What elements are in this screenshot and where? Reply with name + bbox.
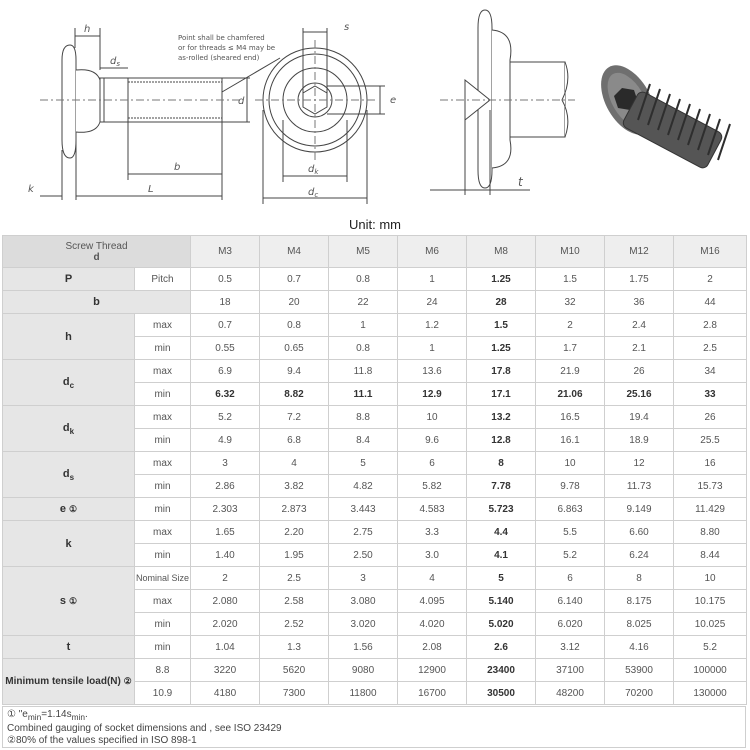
- value-cell: 5.2: [674, 636, 747, 659]
- value-cell: 53900: [605, 659, 674, 682]
- value-cell: 5.2: [536, 544, 605, 567]
- param-name: k: [65, 537, 72, 550]
- header-screw-thread: [3, 236, 191, 268]
- value-cell: 18: [191, 291, 260, 314]
- value-cell: 23400: [467, 659, 536, 682]
- value-cell: 5.020: [467, 613, 536, 636]
- value-cell: 7.78: [467, 475, 536, 498]
- value-cell: 19.4: [605, 406, 674, 429]
- footnote-mark: ①: [69, 504, 78, 514]
- sub-label: max: [135, 406, 191, 429]
- value-cell: 2.303: [191, 498, 260, 521]
- size-header: M8: [467, 236, 536, 268]
- value-cell: 5.723: [467, 498, 536, 521]
- value-cell: 1: [398, 337, 467, 360]
- size-header: M5: [329, 236, 398, 268]
- value-cell: 16.5: [536, 406, 605, 429]
- label-h: h: [84, 24, 91, 35]
- label-L: L: [148, 184, 154, 195]
- value-cell: 4.095: [398, 590, 467, 613]
- value-cell: 4: [398, 567, 467, 590]
- value-cell: 3.0: [398, 544, 467, 567]
- value-cell: 6: [398, 452, 467, 475]
- value-cell: 2.5: [674, 337, 747, 360]
- size-header: M12: [605, 236, 674, 268]
- value-cell: 70200: [605, 682, 674, 705]
- value-cell: 7300: [260, 682, 329, 705]
- value-cell: 2.58: [260, 590, 329, 613]
- label-t: t: [518, 175, 523, 189]
- value-cell: 10: [674, 567, 747, 590]
- sub-label: min: [135, 337, 191, 360]
- value-cell: 1.04: [191, 636, 260, 659]
- param-subscript: s: [69, 472, 75, 482]
- footnote-3: ②80% of the values specified in ISO 898-1: [7, 735, 197, 746]
- value-cell: 4180: [191, 682, 260, 705]
- value-cell: 10.025: [674, 613, 747, 636]
- value-cell: 1: [398, 268, 467, 291]
- value-cell: 8.4: [329, 429, 398, 452]
- value-cell: 2.6: [467, 636, 536, 659]
- param-name: d: [62, 375, 70, 388]
- value-cell: 8: [467, 452, 536, 475]
- side-view-head: [76, 70, 100, 133]
- label-dk: $d_k$: [308, 164, 319, 176]
- label-s: s: [344, 22, 350, 33]
- table-row: [3, 567, 747, 590]
- value-cell: 8.44: [674, 544, 747, 567]
- value-cell: 2.52: [260, 613, 329, 636]
- value-cell: 6.8: [260, 429, 329, 452]
- value-cell: 25.16: [605, 383, 674, 406]
- param-subscript: k: [69, 426, 75, 436]
- value-cell: 5: [329, 452, 398, 475]
- param-name: h: [65, 330, 72, 343]
- table-row: [3, 291, 747, 314]
- screw-photo: [590, 56, 730, 170]
- value-cell: 5.82: [398, 475, 467, 498]
- label-k: k: [28, 184, 34, 195]
- value-cell: 6.020: [536, 613, 605, 636]
- value-cell: 0.7: [260, 268, 329, 291]
- header-title: Screw Thread: [65, 240, 128, 252]
- value-cell: 10.175: [674, 590, 747, 613]
- value-cell: 6: [536, 567, 605, 590]
- value-cell: 2: [191, 567, 260, 590]
- value-cell: 0.8: [329, 337, 398, 360]
- value-cell: 8.80: [674, 521, 747, 544]
- footnote-1: ① "$e_{min}=1.14s_{min}$.: [7, 709, 88, 722]
- footnotes: [2, 706, 746, 748]
- note-line-1: Point shall be chamfered: [178, 34, 265, 42]
- param-cell: [3, 521, 135, 567]
- value-cell: 1.95: [260, 544, 329, 567]
- value-cell: 16: [674, 452, 747, 475]
- label-b: b: [174, 162, 181, 173]
- table-row: [3, 659, 747, 682]
- sub-label: 8.8: [135, 659, 191, 682]
- label-dc: $d_c$: [308, 187, 319, 199]
- value-cell: 11800: [329, 682, 398, 705]
- value-cell: 10: [536, 452, 605, 475]
- value-cell: 130000: [674, 682, 747, 705]
- value-cell: 28: [467, 291, 536, 314]
- value-cell: 1.65: [191, 521, 260, 544]
- value-cell: 18.9: [605, 429, 674, 452]
- value-cell: 6.140: [536, 590, 605, 613]
- param-name: b: [93, 296, 100, 308]
- value-cell: 9080: [329, 659, 398, 682]
- sub-label: min: [135, 613, 191, 636]
- value-cell: 1.40: [191, 544, 260, 567]
- value-cell: 33: [674, 383, 747, 406]
- value-cell: 1: [329, 314, 398, 337]
- table-row: [3, 314, 747, 337]
- dimension-table: [2, 235, 747, 705]
- param-name: d: [62, 421, 70, 434]
- param-name: d: [62, 467, 70, 480]
- value-cell: 2.8: [674, 314, 747, 337]
- sub-label: min: [135, 544, 191, 567]
- value-cell: 4.4: [467, 521, 536, 544]
- value-cell: 17.1: [467, 383, 536, 406]
- param-name: P: [64, 273, 73, 285]
- value-cell: 15.73: [674, 475, 747, 498]
- value-cell: 32: [536, 291, 605, 314]
- value-cell: 6.32: [191, 383, 260, 406]
- value-cell: 3: [329, 567, 398, 590]
- value-cell: 2.20: [260, 521, 329, 544]
- value-cell: 1.75: [605, 268, 674, 291]
- value-cell: 2.75: [329, 521, 398, 544]
- label-e: e: [390, 95, 397, 106]
- value-cell: 8.8: [329, 406, 398, 429]
- value-cell: 34: [674, 360, 747, 383]
- value-cell: 36: [605, 291, 674, 314]
- param-cell: [3, 406, 135, 452]
- param-cell: [3, 452, 135, 498]
- value-cell: 30500: [467, 682, 536, 705]
- value-cell: 1.2: [398, 314, 467, 337]
- param-cell: [3, 659, 135, 705]
- footnote-2: Combined gauging of socket dimensions and , see ISO 23429: [7, 723, 282, 734]
- value-cell: 2: [536, 314, 605, 337]
- value-cell: 4: [260, 452, 329, 475]
- table-row: [3, 636, 747, 659]
- size-header: M16: [674, 236, 747, 268]
- value-cell: 9.4: [260, 360, 329, 383]
- value-cell: 11.73: [605, 475, 674, 498]
- value-cell: 5.140: [467, 590, 536, 613]
- footnote-mark: ①: [69, 596, 78, 606]
- side-view-flange: [62, 45, 76, 158]
- value-cell: 7.2: [260, 406, 329, 429]
- note-line-2: or for threads ≤ M4 may be: [178, 44, 276, 52]
- sub-label: Nominal Size: [135, 567, 191, 590]
- param-cell: [3, 636, 135, 659]
- value-cell: 6.9: [191, 360, 260, 383]
- sub-label: max: [135, 314, 191, 337]
- value-cell: 4.583: [398, 498, 467, 521]
- value-cell: 0.8: [329, 268, 398, 291]
- value-cell: 13.2: [467, 406, 536, 429]
- value-cell: 20: [260, 291, 329, 314]
- param-cell: [3, 567, 135, 636]
- note-line-3: as-rolled (sheared end): [178, 54, 260, 62]
- sub-label: 10.9: [135, 682, 191, 705]
- value-cell: 2: [674, 268, 747, 291]
- value-cell: 6.863: [536, 498, 605, 521]
- table-row: [3, 268, 747, 291]
- value-cell: 2.080: [191, 590, 260, 613]
- value-cell: 5620: [260, 659, 329, 682]
- sub-label: min: [135, 429, 191, 452]
- value-cell: 3: [191, 452, 260, 475]
- unit-label: Unit: mm: [349, 217, 401, 232]
- value-cell: 3.12: [536, 636, 605, 659]
- value-cell: 9.78: [536, 475, 605, 498]
- param-subscript: c: [69, 380, 75, 390]
- value-cell: 4.82: [329, 475, 398, 498]
- value-cell: 1.3: [260, 636, 329, 659]
- table-row: [3, 406, 747, 429]
- footnote-mark: ②: [123, 676, 132, 686]
- value-cell: 17.8: [467, 360, 536, 383]
- value-cell: 1.56: [329, 636, 398, 659]
- value-cell: 9.6: [398, 429, 467, 452]
- value-cell: 12900: [398, 659, 467, 682]
- table-row: [3, 521, 747, 544]
- value-cell: 13.6: [398, 360, 467, 383]
- value-cell: 2.50: [329, 544, 398, 567]
- sub-label: min: [135, 383, 191, 406]
- value-cell: 5.5: [536, 521, 605, 544]
- value-cell: 26: [605, 360, 674, 383]
- value-cell: 2.08: [398, 636, 467, 659]
- value-cell: 2.4: [605, 314, 674, 337]
- value-cell: 8: [605, 567, 674, 590]
- param-cell: [3, 498, 135, 521]
- value-cell: 8.175: [605, 590, 674, 613]
- value-cell: 25.5: [674, 429, 747, 452]
- sub-label: min: [135, 636, 191, 659]
- value-cell: 1.5: [536, 268, 605, 291]
- value-cell: 0.8: [260, 314, 329, 337]
- value-cell: 4.020: [398, 613, 467, 636]
- value-cell: 26: [674, 406, 747, 429]
- header-row: [3, 236, 747, 268]
- size-header: M4: [260, 236, 329, 268]
- value-cell: 5.2: [191, 406, 260, 429]
- value-cell: 2.1: [605, 337, 674, 360]
- technical-drawing: [0, 0, 750, 215]
- value-cell: 3.3: [398, 521, 467, 544]
- value-cell: 3220: [191, 659, 260, 682]
- value-cell: 48200: [536, 682, 605, 705]
- value-cell: 24: [398, 291, 467, 314]
- param-cell: [3, 314, 135, 360]
- param-cell: [3, 291, 191, 314]
- value-cell: 11.429: [674, 498, 747, 521]
- sub-label: min: [135, 475, 191, 498]
- sub-label: max: [135, 360, 191, 383]
- param-name: t: [66, 641, 71, 653]
- value-cell: 6.24: [605, 544, 674, 567]
- value-cell: 21.06: [536, 383, 605, 406]
- value-cell: 6.60: [605, 521, 674, 544]
- size-header: M10: [536, 236, 605, 268]
- value-cell: 4.9: [191, 429, 260, 452]
- value-cell: 1.25: [467, 268, 536, 291]
- value-cell: 4.16: [605, 636, 674, 659]
- value-cell: 3.443: [329, 498, 398, 521]
- value-cell: 12.9: [398, 383, 467, 406]
- sub-label: max: [135, 590, 191, 613]
- value-cell: 0.65: [260, 337, 329, 360]
- value-cell: 21.9: [536, 360, 605, 383]
- table-row: [3, 360, 747, 383]
- value-cell: 8.025: [605, 613, 674, 636]
- value-cell: 8.82: [260, 383, 329, 406]
- table-row: [3, 498, 747, 521]
- param-name: e: [59, 503, 66, 515]
- size-header: M6: [398, 236, 467, 268]
- value-cell: 10: [398, 406, 467, 429]
- value-cell: 12: [605, 452, 674, 475]
- size-header: M3: [191, 236, 260, 268]
- value-cell: 2.5: [260, 567, 329, 590]
- value-cell: 12.8: [467, 429, 536, 452]
- value-cell: 0.55: [191, 337, 260, 360]
- table-row: [3, 452, 747, 475]
- value-cell: 3.080: [329, 590, 398, 613]
- value-cell: 16700: [398, 682, 467, 705]
- value-cell: 2.020: [191, 613, 260, 636]
- value-cell: 100000: [674, 659, 747, 682]
- value-cell: 3.020: [329, 613, 398, 636]
- value-cell: 2.86: [191, 475, 260, 498]
- value-cell: 0.5: [191, 268, 260, 291]
- value-cell: 16.1: [536, 429, 605, 452]
- label-d: d: [238, 96, 245, 107]
- label-ds: $d_s$: [110, 56, 121, 68]
- sub-label: max: [135, 521, 191, 544]
- value-cell: 5: [467, 567, 536, 590]
- value-cell: 1.5: [467, 314, 536, 337]
- section-view-head: [492, 30, 511, 168]
- value-cell: 0.7: [191, 314, 260, 337]
- value-cell: 11.1: [329, 383, 398, 406]
- param-cell: [3, 268, 135, 291]
- header-d: d: [93, 251, 100, 263]
- value-cell: 1.7: [536, 337, 605, 360]
- param-name: s: [59, 595, 66, 607]
- param-name: Minimum tensile load(N): [5, 676, 121, 687]
- value-cell: 4.1: [467, 544, 536, 567]
- value-cell: 22: [329, 291, 398, 314]
- value-cell: 9.149: [605, 498, 674, 521]
- value-cell: 44: [674, 291, 747, 314]
- sub-label: min: [135, 498, 191, 521]
- value-cell: 11.8: [329, 360, 398, 383]
- sub-label: max: [135, 452, 191, 475]
- value-cell: 1.25: [467, 337, 536, 360]
- value-cell: 3.82: [260, 475, 329, 498]
- value-cell: 37100: [536, 659, 605, 682]
- param-cell: [3, 360, 135, 406]
- value-cell: 2.873: [260, 498, 329, 521]
- sub-label: Pitch: [135, 268, 191, 291]
